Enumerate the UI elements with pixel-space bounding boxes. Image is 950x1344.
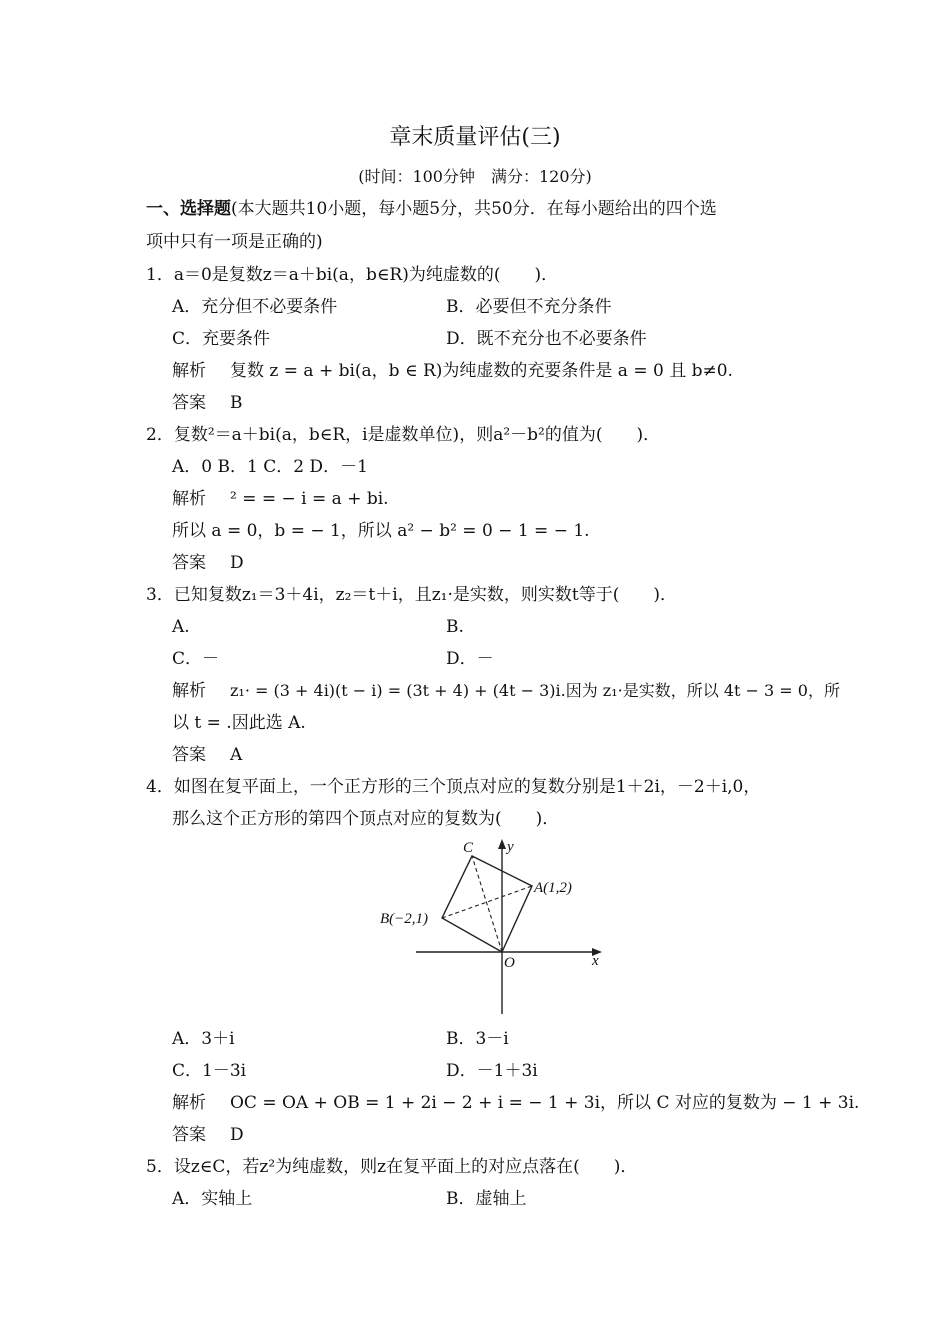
label-y: y	[507, 839, 514, 855]
q1-answer-label: 答案	[172, 393, 206, 413]
q4-answer-label: 答案	[172, 1125, 206, 1145]
q4-option-c: C．1－3i	[172, 1061, 247, 1081]
q5-option-a: A．实轴上	[172, 1189, 253, 1209]
q1-option-a: A．充分但不必要条件	[172, 297, 338, 317]
section-intro	[146, 198, 717, 220]
label-x: x	[592, 953, 599, 969]
q2-answer-label: 答案	[172, 553, 206, 573]
y-axis-arrow	[498, 839, 506, 849]
q4-stem-line2: 那么这个正方形的第四个顶点对应的复数为( )．	[172, 809, 560, 829]
page-title: 章末质量评估(三)	[389, 125, 561, 150]
q2-analysis-label: 解析	[172, 489, 206, 509]
q2-stem: 2．复数²＝a＋bi(a，b∈R，i是虚数单位)，则a²－b²的值为( )．	[146, 425, 661, 445]
q1-option-c: C．充要条件	[172, 329, 271, 349]
q2-analysis-2: 所以 a = 0，b = − 1，所以 a² − b² = 0 − 1 = − 1.	[172, 521, 590, 541]
section-heading: 一、选择题	[146, 199, 231, 219]
q1-option-d: D．既不充分也不必要条件	[446, 329, 647, 349]
q5-stem: 5．设z∈C，若z²为纯虚数，则z在复平面上的对应点落在( )．	[146, 1157, 638, 1177]
label-b: B(−2,1)	[380, 911, 429, 927]
q4-option-a: A．3＋i	[172, 1029, 235, 1049]
q4-option-d: D．－1＋3i	[446, 1061, 538, 1081]
section-intro-line1: (本大题共10小题，每小题5分，共50分．在每小题给出的四个选	[231, 199, 717, 219]
q3-option-a: A.	[172, 617, 190, 637]
q1-analysis-label: 解析	[172, 361, 206, 381]
q3-analysis: z₁· = (3 + 4i)(t − i) = (3t + 4) + (4t − 3)i.因为 z₁·是实数，所以 4t − 3 = 0，所	[230, 681, 840, 700]
q1-answer: B	[230, 393, 243, 413]
q3-option-c: C．－	[172, 649, 220, 669]
label-c: C	[463, 840, 474, 856]
q3-option-b: B.	[446, 617, 464, 637]
complex-plane-figure	[376, 836, 608, 1018]
q4-answer: D	[230, 1125, 244, 1145]
q5-option-b: B．虚轴上	[446, 1189, 527, 1209]
q4-stem-line1: 4．如图在复平面上，一个正方形的三个顶点对应的复数分别是1＋2i，－2＋i,0，	[146, 777, 761, 797]
label-o: O	[504, 955, 515, 971]
q2-answer: D	[230, 553, 244, 573]
label-a: A(1,2)	[534, 880, 572, 896]
q1-option-b: B．必要但不充分条件	[446, 297, 612, 317]
section-intro-line2: 项中只有一项是正确的)	[146, 232, 323, 252]
q2-options: A．0 B．1 C．2 D．－1	[172, 457, 368, 477]
q4-analysis-label: 解析	[172, 1093, 206, 1113]
q3-option-d: D．－	[446, 649, 494, 669]
q1-stem: 1．a＝0是复数z＝a＋bi(a，b∈R)为纯虚数的( )．	[146, 265, 559, 285]
q3-analysis-label: 解析	[172, 681, 206, 701]
q3-stem: 3．已知复数z₁＝3＋4i，z₂＝t＋i，且z₁·是实数，则实数t等于( )．	[146, 585, 677, 605]
q3-answer-label: 答案	[172, 745, 206, 765]
complex-plane-diagram	[376, 836, 608, 1018]
q3-analysis-2: 以 t = .因此选 A.	[172, 713, 306, 733]
q3-answer: A	[230, 745, 243, 765]
page-subtitle: (时间：100分钟 满分：120分)	[358, 167, 592, 186]
q4-option-b: B．3－i	[446, 1029, 509, 1049]
q1-analysis: 复数 z = a + bi(a，b ∈ R)为纯虚数的充要条件是 a = 0 且 b≠0.	[230, 361, 733, 381]
q4-analysis: OC = OA + OB = 1 + 2i − 2 + i = − 1 + 3i，所以 C 对应的复数为 − 1 + 3i.	[230, 1093, 860, 1113]
q2-analysis: ² = = − i = a + bi.	[230, 489, 389, 509]
